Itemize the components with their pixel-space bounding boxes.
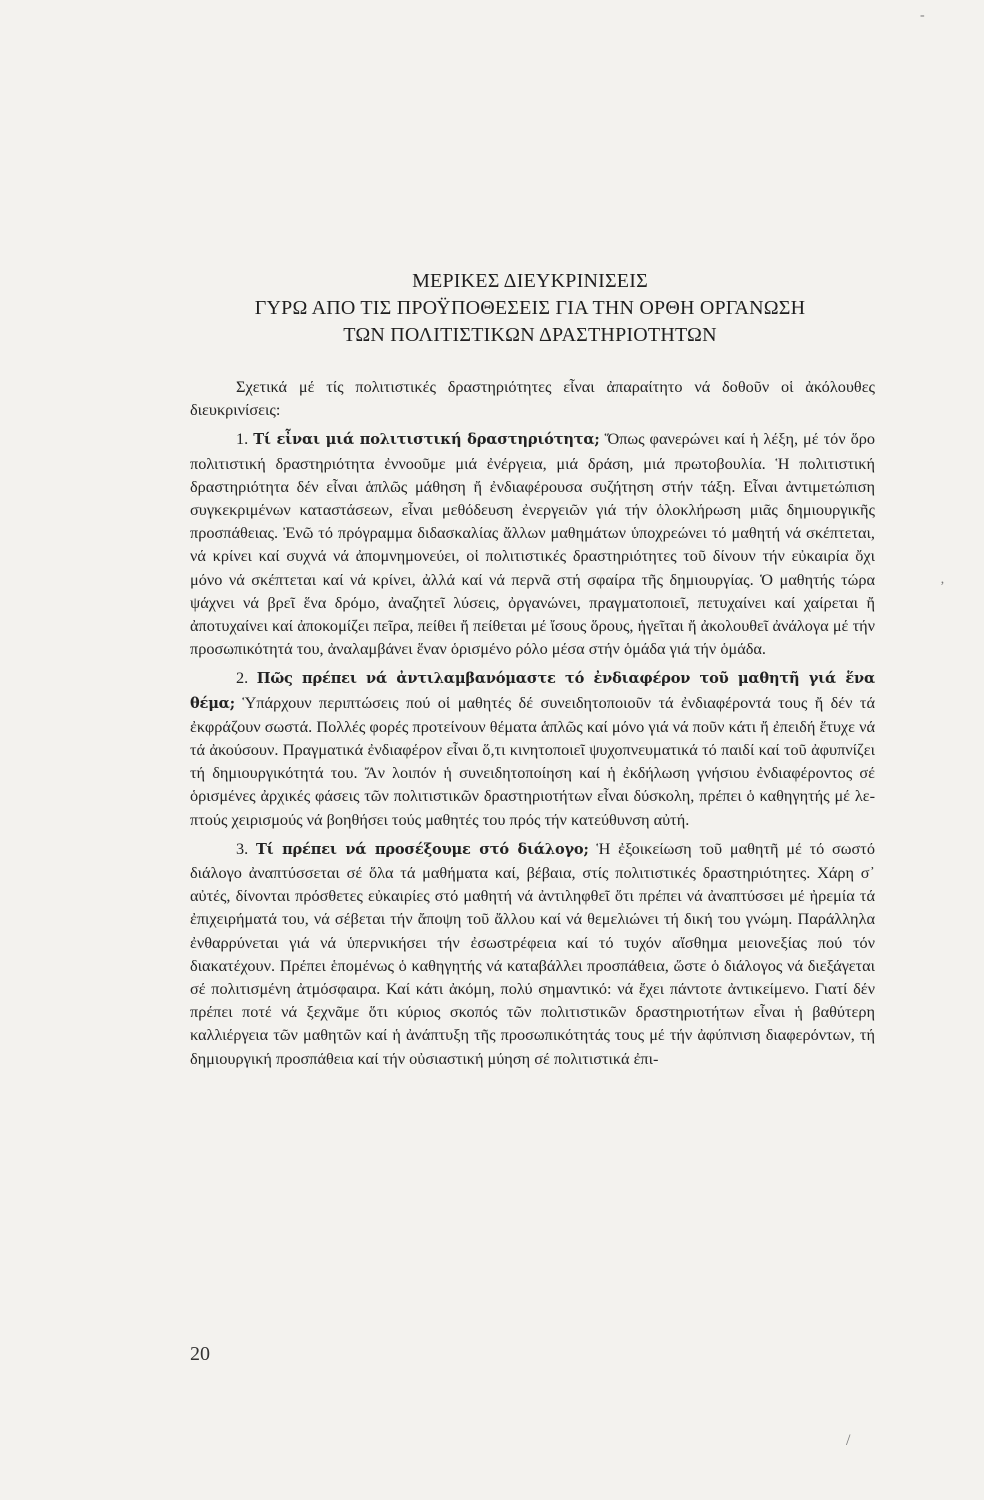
- section-3-paragraph: [190, 837, 875, 1070]
- section-2-text: Ὑπάρχουν περιπτώσεις πού οἱ μαθητές δέ συνειδητοποιοῦν τά ἐνδιαφέροντά τους ἤ δέν τά ἐκφράζουν σωστά. Πολλές φορές προτείνουν θέματα ἁπλῶς καί μόνο γιά νά ποῦν κάτι ἤ ἐπειδή ἔτυχε νά τά ἀκούσουν. Πραγματικά ἐνδιαφέρον εἶναι ὅ,τι κινητοποιεῖ ψυχοπνευματικά τό παιδί καί τοῦ ἀφυπνίζει τή δημιουργικότητά του. Ἄν λοιπόν ἡ συνειδητοποίηση καί ἡ ἐκδήλωση γνήσιου ἐνδιαφέροντος σέ ὁρισμένες ἀρχικές φάσεις τῶν πολιτιστικῶν δραστηριοτήτων εἶναι δύσκολη, πρέπει ὁ καθηγητής μέ λεπτούς χειρισμούς νά βοηθήσει τούς μαθητές του πρός τήν κατεύθυνση αὐτή.: [190, 692, 875, 829]
- body-text: [190, 375, 875, 1076]
- section-3-number: 3.: [236, 838, 249, 858]
- section-2-paragraph: [190, 666, 875, 830]
- section-2-question: Πῶς πρέπει νά ἀντιλαμβανόμαστε τό ἐνδιαφέρον τοῦ μαθητῆ γιά ἕνα θέμα;: [190, 670, 875, 712]
- margin-mark-side: ‚: [940, 572, 945, 587]
- section-1-question: Τί εἶναι μιά πολιτιστική δραστηριότητα;: [253, 431, 600, 449]
- section-3-text: Ἡ ἐξοικείωση τοῦ μαθητῆ μέ τό σωστό διάλογο ἀναπτύσσεται σέ ὅλα τά μαθήματα καί, βέβαια, στίς πολιτιστικές δραστηριότητες. Χάρη σ᾿ αὐτές, δίνονται πρόσθετες εὐκαιρίες στό μαθητή νά ἀντιληφθεῖ ὅτι πρέπει νά ἀναπτύσσει μέ ἠρεμία τά ἐπιχειρήματά του, νά σέβεται τήν ἄποψη τοῦ ἄλλου καί νά θεμελιώνει τή δική του γνώμη. Παράλληλα ἐνθαρρύνεται γιά νά ὑπερνικήσει τήν ἐσωστρέφεια καί τό τυχόν αἴσθημα μειονεξίας πού τόν διακατέχουν. Πρέπει ἑπομένως ὁ καθηγητής νά καταβάλλει προσπάθεια, ὥστε ὁ διάλογος νά διεξάγεται σέ πολιτισμένη ἀτμόσφαιρα. Καί κάτι ἀκόμη, πολύ σημαντικό: νά ἔχει πάντοτε ἀντικείμενο. Γιατί δέν πρέπει ποτέ νά ξεχνᾶμε ὅτι κύριος σκοπός τῶν πολιτιστικῶν δραστηριοτήτων εἶναι ἡ βαθύτερη καλλιέργεια τῶν μαθητῶν καί ἡ ἀνάπτυξη τῆς προσωπικότητάς τους μέ τήν ἀφύπνιση διαφερόντων, τή δημιουργική προσπάθεια καί τήν οὐσιαστική μύηση σέ πολιτιστικά ἐπι-: [190, 838, 875, 1068]
- page-number: 20: [190, 1343, 210, 1365]
- title-line-1: ΜΕΡΙΚΕΣ ΔΙΕΥΚΡΙΝΙΣΕΙΣ: [412, 270, 648, 292]
- section-2-number: 2.: [236, 668, 249, 688]
- section-1-text: Ὅπως φανερώνει καί ἡ λέξη, μέ τόν ὅρο πολιτιστική δραστηριότητα ἐννοοῦμε μιά ἐνέργεια, μιά δράση, μιά πρωτοβουλία. Ἡ πολιτιστική δραστηριότητα δέν εἶναι ἁπλῶς μάθηση ἤ ἐνδιαφέρουσα συζήτηση στήν τάξη. Εἶναι ἀντιμετώπιση συγκεκριμένων καταστάσεων, εἶναι μεθόδευση ἐνεργειῶν γιά τήν ὁλοκλήρωση μιᾶς δημιουργικῆς προσπάθειας. Ἐνῶ τό πρόγραμμα διδασκαλίας ἄλλων μαθημάτων ὑποχρεώνει τό μαθητή νά σκέπτεται, νά κρίνει καί συχνά νά ἀπομνημονεύει, οἱ πολιτιστικές δραστηριότητες τοῦ δίνουν τήν εὐκαιρία ὄχι μόνο νά σκέπτεται καί νά κρίνει, ἀλλά καί νά περνᾶ στή σφαίρα τῆς δημιουργίας. Ὁ μαθητής τώρα ψάχνει νά βρεῖ ἕνα δρόμο, ἀναζητεῖ λύσεις, ὀργανώνει, πραγματοποιεῖ, πετυχαίνει καί χαίρεται ἤ ἀποτυχαίνει καί ἀποκομίζει πεῖρα, πείθει ἤ πείθεται μέ ἴσους ὅρους, ἡγεῖται ἤ ἀκολουθεῖ ἀνάλογα μέ τήν προσωπικότητά του, ἀναλαμβάνει ἕναν ὁρισμένο ρόλο μέσα στήν ὁμάδα γιά τήν ὁμάδα.: [190, 429, 876, 659]
- intro-paragraph: Σχετικά μέ τίς πολιτιστικές δραστηριότητες εἶναι ἀπαραίτητο νά δοθοῦν οἱ ἀκόλουθες διευκρινίσεις:: [190, 377, 875, 420]
- margin-mark-bottom: /: [846, 1432, 851, 1449]
- title-line-2: ΓΥΡΩ ΑΠΟ ΤΙΣ ΠΡΟΫΠΟΘΕΣΕΙΣ ΓΙΑ ΤΗΝ ΟΡΘΗ ΟΡΓΑΝΩΣΗ: [254, 297, 806, 319]
- page-title: [185, 268, 875, 349]
- margin-mark-top: -: [920, 8, 925, 23]
- section-1-number: 1.: [236, 429, 249, 449]
- title-line-3: ΤΩΝ ΠΟΛΙΤΙΣΤΙΚΩΝ ΔΡΑΣΤΗΡΙΟΤΗΤΩΝ: [343, 324, 717, 346]
- section-3-question: Τί πρέπει νά προσέξουμε στό διάλογο;: [255, 840, 589, 858]
- section-1-paragraph: [190, 427, 875, 660]
